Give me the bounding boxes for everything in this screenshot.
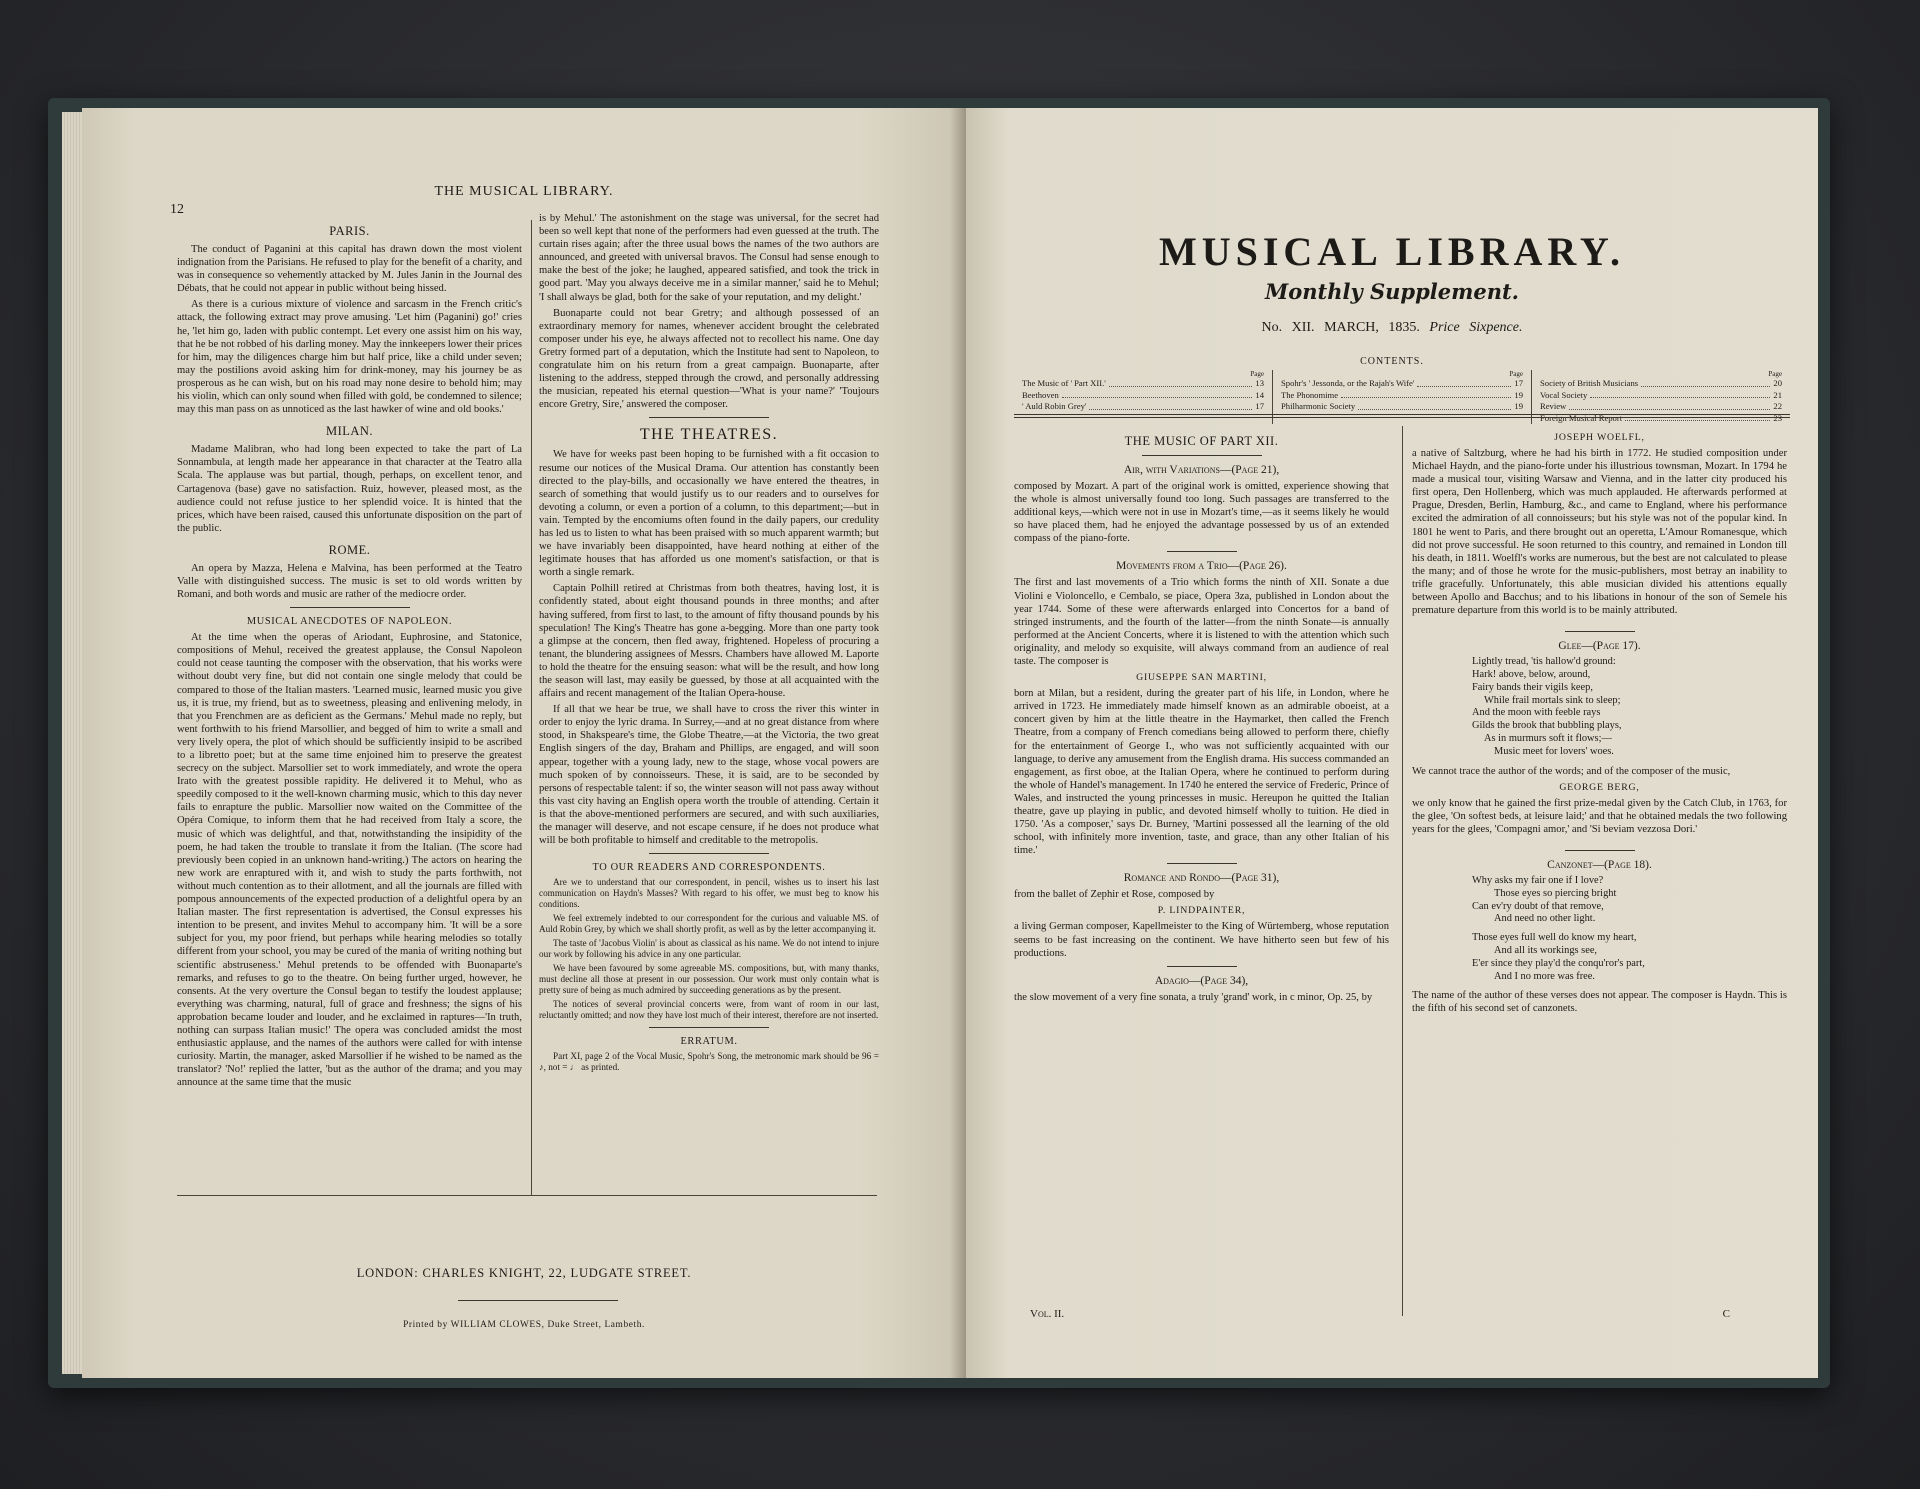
contents-entry — [1022, 378, 1264, 390]
contents-entry — [1022, 401, 1264, 413]
section-title: THE THEATRES. — [639, 426, 779, 444]
sub-heading: ERRATUM. — [680, 1036, 738, 1048]
body-paragraph: As there is a curious mixture of violence and sarcasm in the French critic's attack, the following extract may prove amusing. 'Let him (Paganini) go!' cries he, 'let him go, laden with public contempt. Let every one assist him on his way, that he be not robbed of his darling money. May the innkeepers lower their prices for him, may the diligences charge him but half price, like a child under seven; may the postilions avoid asking him for drink-money, may his journey be as prosperous as he can wish, but on his road may none desire to behold him; may his violin, which can only sound when filled with gold, be condemned to silence; may this man pass on as unnoticed as the last hawker of wine and old books.' — [177, 299, 522, 416]
issue-number: No. XII. — [1261, 320, 1315, 335]
dot-leader — [1341, 390, 1511, 399]
canzonet-poem — [1472, 875, 1787, 983]
printer-line: Printed by WILLIAM CLOWES, Duke Street, Lambeth. — [403, 1320, 645, 1330]
contents-entry — [1281, 390, 1523, 402]
poem-line: Music meet for lovers' woes. — [1494, 745, 1614, 757]
contents-page: 22 — [1773, 401, 1782, 412]
publisher-line: LONDON: CHARLES KNIGHT, 22, LUDGATE STREET. — [356, 1266, 692, 1280]
dot-leader — [1590, 390, 1770, 399]
poem-line: And all its workings see, — [1494, 944, 1598, 956]
trio-text: The first and last movements of a Trio which forms the ninth of XII. Sonate a due Violini e Violoncello, e Cembalo, se piace, Opera 3za, published in London about the year 1744. Some of these were afterwards enlarged into Concertos for a band of stringed instruments, and the fourth of the latter—from the ninth Sonate—is annually performed at the Ancient Concerts, where it is listened to with the attention which such originality, and melody so exquisite, will always command from an audience of real taste. The composer is — [1014, 577, 1389, 668]
dot-leader — [1089, 401, 1252, 410]
column-rule — [531, 220, 532, 1195]
trio-heading: Movements from a Trio—(Page 26). — [1116, 560, 1287, 573]
dot-leader — [1569, 401, 1770, 410]
contents-entry — [1540, 378, 1782, 390]
contents-title: ' Auld Robin Grey' — [1022, 401, 1087, 412]
section-heading: THE MUSIC OF PART XII. — [1124, 434, 1279, 448]
contents-page: 19 — [1514, 401, 1523, 412]
body-paragraph: If all that we hear be true, we shall have to cross the river this winter in order to enjoy the lyric drama. In Surrey,—and at no great distance from where stood, in Shakspeare's time, the Globe Theatre,—at the Victoria, the two great English singers of the day, Braham and Phillips, are engaged, and will soon appear, together with a young lady, new to the stage, whose vocal powers are much spoken of by connoisseurs. These, it is said, are to be seconded by persons of respectable talent: if so, the winter season will not pass away without this vast city having an English opera worth the trouble of attending. Certain it is that the above-mentioned performers are secured, and with such auxiliaries, the manager will deserve, and not escape censure, if he does not produce what will be both profitable to himself and creditable to the metropolis. — [539, 704, 879, 847]
poem-line: Lightly tread, 'tis hallow'd ground: — [1472, 656, 1616, 668]
poem-line: E'er since they play'd the conqu'ror's part, — [1472, 957, 1645, 969]
contents-title: Beethoven — [1022, 389, 1059, 400]
left-column-1 — [177, 216, 522, 1092]
contents-page: 20 — [1773, 378, 1782, 388]
column-rule — [1402, 426, 1403, 1316]
adagio-heading: Adagio—(Page 34), — [1154, 974, 1249, 987]
contents-page: 13 — [1255, 378, 1264, 388]
city-heading: ROME. — [328, 542, 371, 557]
contents-title: Vocal Society — [1540, 389, 1588, 400]
body-paragraph: Buonaparte could not bear Gretry; and although possessed of an extraordinary memory for names, whenever accident brought the celebrated composer under his eye, he always affected not to recollect his name. One day Gretry formed part of a deputation, which the Institute had sent to Napoleon, to congratulate him on his return from a great campaign. Buonaparte, after listening to the address, stepped through the crowd, and personally addressing the musician, repeated his eternal question—'What is your name?' 'Toujours encore Gretry, Sire,' answered the composer. — [539, 307, 879, 411]
canzonet-after: The name of the author of these verses does not appear. The composer is Haydn. This is the fifth of his second set of canzonets. — [1412, 990, 1787, 1015]
glee-poem — [1472, 656, 1787, 758]
divider — [649, 1027, 769, 1028]
poem-line: Fairy bands their vigils keep, — [1472, 681, 1593, 693]
notice-paragraph: The taste of 'Jacobus Violin' is about as classical as his name. We do not intend to injure our work by following his advice in any one particular. — [539, 938, 879, 960]
body-paragraph: An opera by Mazza, Helena e Malvina, has been performed at the Teatro Valle with distinguished success. The music is set to old words written by Romani, and both words and music are rather of the mediocre order. — [177, 562, 522, 601]
dot-leader — [1358, 401, 1511, 410]
contents-entry — [1022, 390, 1264, 402]
body-paragraph: is by Mehul.' The astonishment on the stage was universal, for the secret had been so well kept that none of the performers had even guessed at the truth. The curtain rises again; after the three usual bows the names of the two authors are announced, and greeted with universal bravos. The Consul had sense enough to make the best of the joke; he laughed, appeared satisfied, and took the trick in good part. 'May you always deceive me in a similar manner,' said he to Mehul; 'I shall always be glad, both for the sake of your reputation, and my delight.' — [539, 213, 879, 303]
sub-heading: TO OUR READERS AND CORRESPONDENTS. — [592, 862, 826, 874]
body-paragraph: Captain Polhill retired at Christmas from both theatres, having lost, it is confidently stated, about eight thousand pounds in three months; and after having suffered, from first to last, to the amount of fifty thousand pounds by his speculation! The King's Theatre has gone a-begging. More than one party took a glimpse at the concern, then fled away, frightened. Hopeless of procuring a tenant, the blundering assignees of Messrs. Chambers have allowed M. Laporte to hold the theatre for the ensuing season: what will be the result, and how long the season will last, may easily be guessed, by those at all acquainted with the affairs and recent management of the Italian Opera-house. — [539, 583, 879, 700]
poem-line: Those eyes so piercing bright — [1494, 887, 1617, 899]
contents-title: The Music of ' Part XII.' — [1022, 378, 1106, 388]
issue-price: Price Sixpence. — [1429, 320, 1523, 335]
city-heading: MILAN. — [325, 424, 374, 439]
contents-title: Philharmonic Society — [1281, 401, 1356, 412]
poem-line: And need no other light. — [1494, 913, 1596, 925]
page-header: Page — [1768, 370, 1782, 378]
divider — [290, 607, 410, 608]
sub-heading: MUSICAL ANECDOTES OF NAPOLEON. — [246, 616, 453, 628]
divider — [1167, 863, 1237, 864]
page-footer — [1014, 1308, 1790, 1320]
city-heading: PARIS. — [329, 224, 370, 238]
air-text: composed by Mozart. A part of the original work is omitted, experience showing that the whole is almost universally found too long. Such passages are transferred to the additional keys,—which were not in use in Mozart's time,—as it seems likely he would so have placed them, had he enjoyed the advantage possessed by us of an extended compass of the piano-forte. — [1014, 481, 1389, 545]
glee-heading: Glee—(Page 17). — [1558, 640, 1641, 653]
notice-paragraph: We have been favoured by some agreeable MS. compositions, but, with many thanks, must decline all those at present in our possession. Our work must only contain what is pretty sure of being as much admired by succeeding generations as by the present. — [539, 963, 879, 996]
contents-page: 19 — [1514, 389, 1523, 400]
notice-paragraph: The notices of several provincial concerts were, from want of room in our last, reluctantly omitted; and now they have lost much of their interest, therefore are not inserted. — [539, 999, 879, 1021]
right-page — [966, 108, 1818, 1378]
divider — [1167, 966, 1237, 967]
notice-paragraph: Part XI, page 2 of the Vocal Music, Spohr's Song, the metronomic mark should be 96 = ♪, not = ♩ as printed. — [539, 1051, 879, 1073]
contents-entry — [1540, 401, 1782, 413]
notice-paragraph: Are we to understand that our correspondent, in pencil, wishes us to insert his last communication on Haydn's Masses? With regard to his offer, we must beg to know his conditions. — [539, 877, 879, 910]
contents-label: CONTENTS. — [1360, 356, 1424, 367]
contents-entry — [1540, 390, 1782, 402]
body-paragraph: The conduct of Paganini at this capital has drawn down the most violent indignation from the Parisians. He refused to play for the benefit of a charity, and was in consequence so vehemently attacked by M. Jules Janin in the Journal des Débats, that he could not appear in public without being hissed. — [177, 244, 522, 295]
left-column-2 — [539, 212, 879, 1076]
contents-entry — [1281, 378, 1523, 390]
berg-text: we only know that he gained the first prize-medal given by the Catch Club, in 1763, for the glee, 'On softest beds, at leisure laid;' and that he obtained medals the two following years for the glees, 'Compagni amor,' and 'Si beviam vezzosa Dori.' — [1412, 797, 1787, 835]
body-paragraph: We have for weeks past been hoping to be furnished with a fit occasion to resume our notices of the Musical Drama. Our attention has constantly been directed to the play-bills, and occasionally we have entered the theatres, in search of something that would justify us to our readers and to ourselves for devoting a column, or even a portion of a column, to this department;—but in vain. Tempted by the encomiums often found in the daily papers, our credulity has led us to listen to what has been praised with so much apparent warmth; but we have invariably been disappointed, have heard nothing at either of the legitimate houses that has afforded us one moment's satisfaction, or that is worth a single remark. — [539, 449, 879, 579]
contents-title: Society of British Musicians — [1540, 378, 1639, 388]
divider — [1167, 551, 1237, 552]
rondo-text: from the ballet of Zephir et Rose, composed by — [1014, 889, 1215, 901]
volume-label: Vol. II. — [1030, 1308, 1065, 1320]
right-column-1 — [1014, 426, 1389, 1007]
body-paragraph: Madame Malibran, who had long been expected to take the part of La Sonnambula, at length made her appearance in that character at the Teatro alla Scala. The applause was but partial, though, perhaps, on excellent tenor, and Cartagenova (base) gave no satisfaction. Ruiz, however, pleased most, as the audience could not refuse justice to her splendid voice. It is hinted that the prices, which have been raised, caused this unfortunate disposition on the part of the public. — [177, 444, 522, 534]
page-header: Page — [1509, 370, 1523, 378]
contents-page: 21 — [1773, 389, 1782, 400]
air-heading: Air, with Variations—(Page 21), — [1123, 464, 1280, 476]
poem-line: Hark! above, below, around, — [1472, 669, 1591, 681]
page-header: Page — [1250, 370, 1264, 378]
dot-leader — [1417, 378, 1511, 387]
divider — [1565, 850, 1635, 851]
poem-line: Can ev'ry doubt of that remove, — [1472, 900, 1604, 912]
martini-text: born at Milan, but a resident, during the greater part of his life, in London, where he arrived in 1723. He immediately made himself known as an admirable oboeist, at a concert given by him at the little theatre in the Haymarket, then called the French Theatre, from a company of French comedians being allowed to perform there, chiefly for the entertainment of George I., who was not sufficiently acquainted with our language, to derive any amusement from the English drama. His success commanded an engagement, as first oboe, at the Italian Opera, where he continued to perform during the whole of Handel's management. In 1740 he entered the service of Frederic, Prince of Wales, and instructed the young princesses in music. Hereupon he quitted the Italian theatre, gave up playing in public, and devoted himself wholly to tuition. He died in 1750. 'As a composer,' says Dr. Burney, 'Martini possessed all the learning of the old school, with infinitely more invention, taste, and grace, than any other Italian of his time.' — [1014, 688, 1389, 857]
composer-name: JOSEPH WOELFL, — [1554, 432, 1645, 443]
divider — [1565, 631, 1635, 632]
divider — [649, 853, 769, 854]
page-number: 12 — [170, 202, 184, 217]
issue-line — [966, 320, 1818, 336]
glee-after: We cannot trace the author of the words; and of the composer of the music, — [1412, 765, 1731, 777]
contents-page: 17 — [1514, 378, 1523, 388]
canzonet-heading: Canzonet—(Page 18). — [1547, 858, 1652, 871]
journal-title: MUSICAL LIBRARY. — [1158, 229, 1626, 274]
contents-rule — [1014, 414, 1790, 415]
adagio-text: the slow movement of a very fine sonata, a truly 'grand' work, in c minor, Op. 25, by — [1014, 991, 1373, 1003]
composer-name: GIUSEPPE SAN MARTINI, — [1136, 672, 1267, 684]
contents-title: Review — [1540, 401, 1567, 412]
woelfl-text: a native of Saltzburg, where he had his birth in 1772. He studied composition under Michael Haydn, and the piano-forte under his illustrious townsman, Mozart. In 1794 he made a musical tour, visiting Warsaw and Vienna, and in the latter city produced his first opera, Den Hollenberg, which was much applauded. He afterwards performed at Prague, Dresden, Berlin, Hamburg, &c., and came to England, where his performance excited the admiration of all connoisseurs; but his style was not of the popular kind. In 1801 he went to Paris, and there brought out an operetta, L'Amour Romanesque, which did not prove successful. He soon returned to this country, and remained in London till his death, in 1811. Woelfl's works are numerous, but the best are not calculated to please the many; and of those he wrote for the music-publishers, most betray an inability to trifle gracefully. Unfortunately, this able musician divided his attentions equally between Apollo and Bacchus; and to his libations in honour of the son of Semele his premature departure from this world is to be mainly attributed. — [1412, 448, 1787, 617]
dot-leader — [1109, 378, 1253, 387]
printer-rule — [458, 1300, 618, 1301]
contents-rule-double — [1014, 417, 1790, 418]
composer-name: P. LINDPAINTER, — [1157, 905, 1246, 917]
masthead — [966, 228, 1818, 304]
contents-title: The Phonomime — [1281, 389, 1339, 400]
composer-name: GEORGE BERG, — [1559, 781, 1640, 793]
journal-subtitle: Monthly Supplement. — [1265, 279, 1519, 304]
poem-line: While frail mortals sink to sleep; — [1484, 694, 1621, 706]
divider — [649, 417, 769, 418]
issue-date: MARCH, 1835. — [1324, 320, 1420, 335]
contents-entry — [1281, 401, 1523, 413]
poem-line: As in murmurs soft it flows;— — [1484, 733, 1612, 744]
rondo-heading: Romance and Rondo—(Page 31), — [1123, 872, 1280, 885]
running-head: THE MUSICAL LIBRARY. — [434, 184, 614, 199]
signature-mark: C — [1722, 1308, 1730, 1320]
body-paragraph: At the time when the operas of Ariodant, Euphrosine, and Statonice, compositions of Mehul, received the greatest applause, the Consul Napoleon could not cease taunting the composer with the observation, that his works were without doubt very fine, but did not contain one single melody that could be compared to those of the Italian masters. 'Learned music, learned music you give us, it is true, my friend, but as to sweetness, pleasing and enlivening melody, in that you Frenchmen are as deficient as the Germans.' Mehul made no reply, but went forthwith to his friend Marsollier, and begged of him to write a small and very lively opera, the plot of which should be sufficiently insipid to be ascribed to a libretto poet; but at the same time enjoined him to preserve the greatest secrecy on the subject. Marsollier set to work immediately, and wrote the opera Irato with the greatest possible rapidity. He delivered it to Mehul, who as speedily composed to it the well-known charming music, which to this day never fails to enrapture the public. Marsollier now waited on the Committee of the Opéra Comique, to inform them that he had received from Italy a score, the music of which was delightful, and that, notwithstanding the insipidity of the poem, he had taken the trouble to translate it from the Italian. (The score had previously been copied in an unknown hand-writing.) The actors on hearing the new work are enraptured with it, and wish to study the parts forthwith, not without much contention as to their allotment, and all the journals are filled with pompous announcements of the expected production of a delightful opera by an Italian master. The first representation is advertised, the Consul expresses his intention to be present, and invites Mehul to accompany him. 'It will be a sore subject for you, my poor friend, but perhaps while hearing melodies so totally different from your school, you may be cured of the mania of writing nothing but scientific abstruseness.' Mehul pretends to be offended with Buonaparte's remarks, and refuses to go to the theatre. On being further urged, however, he consents. At the very overture the Consul began to testify the loudest applause; everything was charming, natural, full of grace and freshness; the signs of his approbation became louder and louder, and he exclaimed in raptures—'In truth, nothing can surpass Italian music!' The opera was concluded amidst the most enthusiastic applause, and the names of the authors were called for with intense curiosity. Martin, the manager, asked Marsollier if he wished to be named as the translator? 'No!' replied the latter, 'but as the author of the drama; and you may announce at the same time that the music — [177, 632, 522, 1089]
contents-page: 14 — [1255, 389, 1264, 400]
right-column-2 — [1412, 426, 1787, 1019]
poem-line: Why asks my fair one if I love? — [1472, 874, 1604, 886]
poem-line: Gilds the brook that bubbling plays, — [1472, 720, 1622, 732]
dot-leader — [1062, 390, 1253, 399]
dot-leader — [1641, 378, 1770, 387]
contents-page: 17 — [1255, 401, 1264, 412]
lindpainter-text: a living German composer, Kapellmeister to the King of Würtemberg, whose reputation seems to be fast increasing on the continent. We have hitherto seen but few of his productions. — [1014, 921, 1389, 959]
notice-paragraph: We feel extremely indebted to our correspondent for the curious and valuable MS. of Auld Robin Grey, by which we shall shortly profit, as well as by the letter accompanying it. — [539, 913, 879, 935]
left-page — [82, 108, 966, 1378]
poem-line: And the moon with feeble rays — [1472, 707, 1601, 719]
divider — [1142, 455, 1262, 456]
poem-line: Those eyes full well do know my heart, — [1472, 932, 1637, 944]
footer-rule — [177, 1195, 877, 1196]
contents-title: Spohr's ' Jessonda, or the Rajah's Wife' — [1281, 378, 1415, 388]
poem-line: And I no more was free. — [1494, 970, 1595, 982]
